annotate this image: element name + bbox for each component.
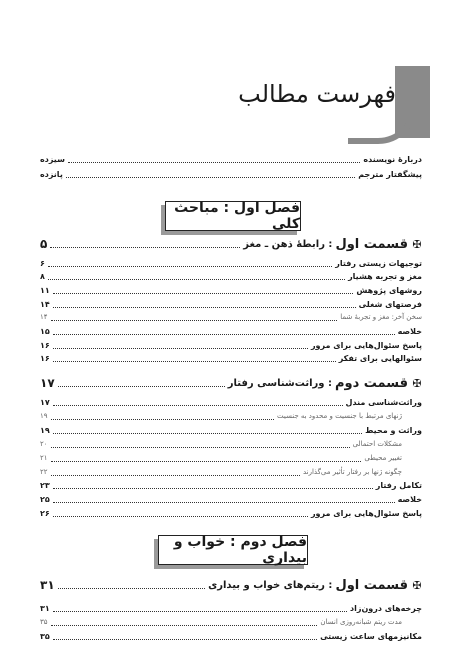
leader-dots <box>50 247 240 248</box>
cross-bullet-icon: ✠ <box>412 376 422 390</box>
toc-entry-label: دربارهٔ نویسنده <box>363 154 422 164</box>
leader-dots <box>53 307 356 308</box>
toc-entry-label: سئوالهایی برای تفکر <box>338 353 422 363</box>
toc-entry-page: سیزده <box>40 154 65 164</box>
toc-entry-label: وراثت و محیط <box>365 425 422 435</box>
toc-entry-page: ۳۵ <box>40 631 50 641</box>
leader-dots <box>53 334 395 335</box>
leader-dots <box>53 433 362 434</box>
chapter-title: فصل دوم : خواب و بیداری <box>173 534 307 566</box>
toc-entry-label: مشکلات احتمالی <box>352 440 402 448</box>
toc-entry-page: ۱۶ <box>40 353 50 363</box>
cross-bullet-icon: ✠ <box>412 237 422 251</box>
toc-entry-page: ۲۲ <box>40 468 48 476</box>
leader-dots <box>53 348 308 349</box>
toc-entry-label: مدت ریتم شبانه‌روزی انسان <box>320 618 402 626</box>
part-subtitle: : ریتم‌های خواب و بیداری <box>208 579 333 591</box>
leader-dots <box>68 162 360 163</box>
part-label: قسمت دوم <box>334 375 408 391</box>
toc-entry[interactable] <box>40 507 422 519</box>
leader-dots <box>58 386 225 387</box>
toc-subentry[interactable] <box>40 452 402 464</box>
part-subtitle: : رابطهٔ ذهن ـ مغز <box>243 238 333 250</box>
leader-dots <box>53 516 308 517</box>
toc-entry[interactable] <box>40 325 422 337</box>
toc-entry[interactable] <box>40 352 422 364</box>
leader-dots <box>53 361 336 362</box>
chapter-title: فصل اول : مباحث کلی <box>174 200 300 232</box>
toc-entry-page: ۱۷ <box>40 397 50 407</box>
toc-entry-label: خلاصه <box>397 494 422 504</box>
toc-part-heading[interactable] <box>40 577 422 593</box>
toc-entry-page: ۲۳ <box>40 480 50 490</box>
toc-entry[interactable] <box>40 479 422 491</box>
leader-dots <box>53 405 343 406</box>
leader-dots <box>53 611 347 612</box>
toc-subentry[interactable] <box>40 466 402 478</box>
leader-dots <box>51 447 350 448</box>
part-page: ۱۷ <box>40 376 55 390</box>
part-subtitle: : وراثت‌شناسی رفتار <box>227 377 332 389</box>
toc-entry-label: سخن آخر: مغز و تجربهٔ شما <box>340 313 422 321</box>
toc-entry[interactable] <box>40 396 422 408</box>
toc-subentry[interactable] <box>40 438 402 450</box>
leader-dots <box>53 293 354 294</box>
toc-entry-page: ۱۴ <box>40 299 50 309</box>
toc-entry-page: ۱۹ <box>40 425 50 435</box>
toc-entry-page: پانزده <box>40 169 63 179</box>
toc-entry-page: ۳۵ <box>40 618 48 626</box>
toc-entry-page: ۲۵ <box>40 494 50 504</box>
toc-entry-label: تغییر محیطی <box>364 454 402 462</box>
toc-entry[interactable] <box>40 298 422 310</box>
toc-entry-page: ۳۱ <box>40 603 50 613</box>
leader-dots <box>51 461 362 462</box>
toc-entry[interactable] <box>40 630 422 642</box>
toc-entry[interactable] <box>40 339 422 351</box>
toc-entry-page: ۱۱ <box>40 285 50 295</box>
toc-entry-about-author[interactable] <box>40 153 422 165</box>
toc-entry-page: ۲۱ <box>40 454 48 462</box>
chapter-heading-1[interactable] <box>165 201 301 231</box>
toc-entry[interactable] <box>40 602 422 614</box>
toc-entry-label: تکامل رفتار <box>375 480 422 490</box>
part-label: قسمت اول <box>335 236 408 252</box>
toc-entry-page: ۱۹ <box>40 412 48 420</box>
page-title: فهرست مطالب <box>238 80 396 108</box>
toc-part-heading[interactable] <box>40 375 422 391</box>
toc-entry-translator-preface[interactable] <box>40 168 422 180</box>
leader-dots <box>58 588 205 589</box>
toc-entry-label: پاسخ سئوال‌هایی برای مرور <box>310 340 422 350</box>
toc-entry-page: ۲۰ <box>40 440 48 448</box>
leader-dots <box>51 419 274 420</box>
leader-dots <box>53 639 317 640</box>
leader-dots <box>51 320 338 321</box>
leader-dots <box>48 279 345 280</box>
toc-entry-page: ۸ <box>40 271 45 281</box>
chapter-heading-2[interactable] <box>158 535 308 565</box>
toc-entry-label: توجیهات زیستی رفتار <box>335 258 422 268</box>
part-page: ۵ <box>40 237 48 251</box>
leader-dots <box>51 625 318 626</box>
toc-part-heading[interactable] <box>40 236 422 252</box>
toc-entry-label: فرصتهای شغلی <box>358 299 422 309</box>
toc-entry-label: چگونه ژنها بر رفتار تأثیر می‌گذارند <box>302 468 402 476</box>
toc-entry-label: چرخه‌های درون‌زاد <box>350 603 422 613</box>
toc-entry-page: ۱۶ <box>40 340 50 350</box>
part-page: ۳۱ <box>40 578 55 592</box>
toc-entry-label: روشهای پژوهش <box>356 285 422 295</box>
toc-entry[interactable] <box>40 270 422 282</box>
toc-entry[interactable] <box>40 284 422 296</box>
leader-dots <box>53 488 373 489</box>
toc-entry-page: ۶ <box>40 258 45 268</box>
toc-subentry[interactable] <box>40 616 402 628</box>
toc-entry-label: وراثت‌شناسی مندل <box>345 397 422 407</box>
toc-entry[interactable] <box>40 257 422 269</box>
leader-dots <box>53 502 395 503</box>
leader-dots <box>51 475 300 476</box>
toc-entry-page: ۱۴ <box>40 313 48 321</box>
leader-dots <box>66 177 355 178</box>
toc-entry[interactable] <box>40 311 422 323</box>
toc-entry-page: ۲۶ <box>40 508 50 518</box>
toc-entry-page: ۱۵ <box>40 326 50 336</box>
toc-entry-label: خلاصه <box>397 326 422 336</box>
toc-entry[interactable] <box>40 493 422 505</box>
toc-entry-label: ژنهای مرتبط با جنسیت و محدود به جنسیت <box>276 412 402 420</box>
toc-entry-label: پاسخ سئوال‌هایی برای مرور <box>310 508 422 518</box>
toc-entry[interactable] <box>40 424 422 436</box>
toc-entry-label: مکانیزمهای ساعت زیستی <box>320 631 422 641</box>
toc-entry-label: مغز و تجربه هشیار <box>348 271 422 281</box>
part-label: قسمت اول <box>335 577 408 593</box>
toc-entry-label: پیشگفتار مترجم <box>358 169 422 179</box>
leader-dots <box>48 266 332 267</box>
cross-bullet-icon: ✠ <box>412 578 422 592</box>
header-decoration-curve <box>348 104 418 144</box>
toc-subentry[interactable] <box>40 410 402 422</box>
